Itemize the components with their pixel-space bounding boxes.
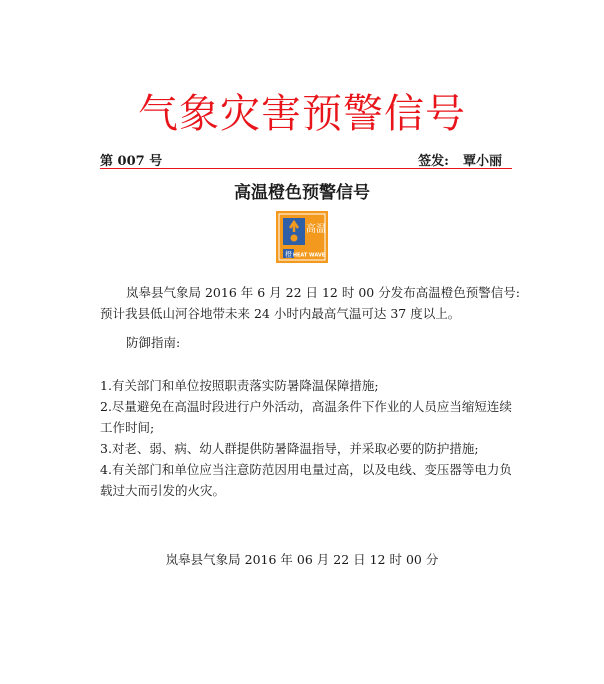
heat-wave-icon-graphic xyxy=(276,211,328,263)
icon-level-text: 橙 xyxy=(285,250,292,259)
document-header-title: 气象灾害预警信号 xyxy=(138,91,466,137)
measures-list xyxy=(100,375,520,501)
header-divider xyxy=(100,168,512,169)
signer-label: 签发: xyxy=(418,154,449,169)
icon-heat-wave-text: HEAT WAVE xyxy=(292,252,326,259)
warning-paragraph: 岚皋县气象局 2016 年 6 月 22 日 12 时 00 分发布高温橙色预警信号:预计我县低山河谷地带未来 24 小时内最高气温可达 37 度以上。 xyxy=(100,285,520,321)
icon-top-text: 高温 xyxy=(306,224,326,235)
document-number: 第 007 号 xyxy=(100,154,163,169)
signer xyxy=(418,150,502,169)
document-meta-row xyxy=(100,150,510,170)
measure-item-1: 1.有关部门和单位按照职责落实防暑降温保障措施; xyxy=(100,378,379,393)
signer-name: 覃小丽 xyxy=(462,154,502,169)
thermometer-bulb-icon xyxy=(291,235,298,242)
signal-title: 高温橙色预警信号 xyxy=(234,183,370,203)
measure-item-4: 4.有关部门和单位应当注意防范因用电量过高，以及电线、变压器等电力负载过大而引发的火灾。 xyxy=(100,462,512,498)
guide-label: 防御指南: xyxy=(126,335,181,350)
heat-wave-orange-warning-icon xyxy=(276,211,328,263)
issuer-datetime-footer: 岚皋县气象局 2016 年 06 月 22 日 12 时 00 分 xyxy=(165,552,439,567)
measure-item-2: 2.尽量避免在高温时段进行户外活动，高温条件下作业的人员应当缩短连续工作时间; xyxy=(100,399,512,435)
measure-item-3: 3.对老、弱、病、幼人群提供防暑降温指导，并采取必要的防护措施; xyxy=(100,441,479,456)
